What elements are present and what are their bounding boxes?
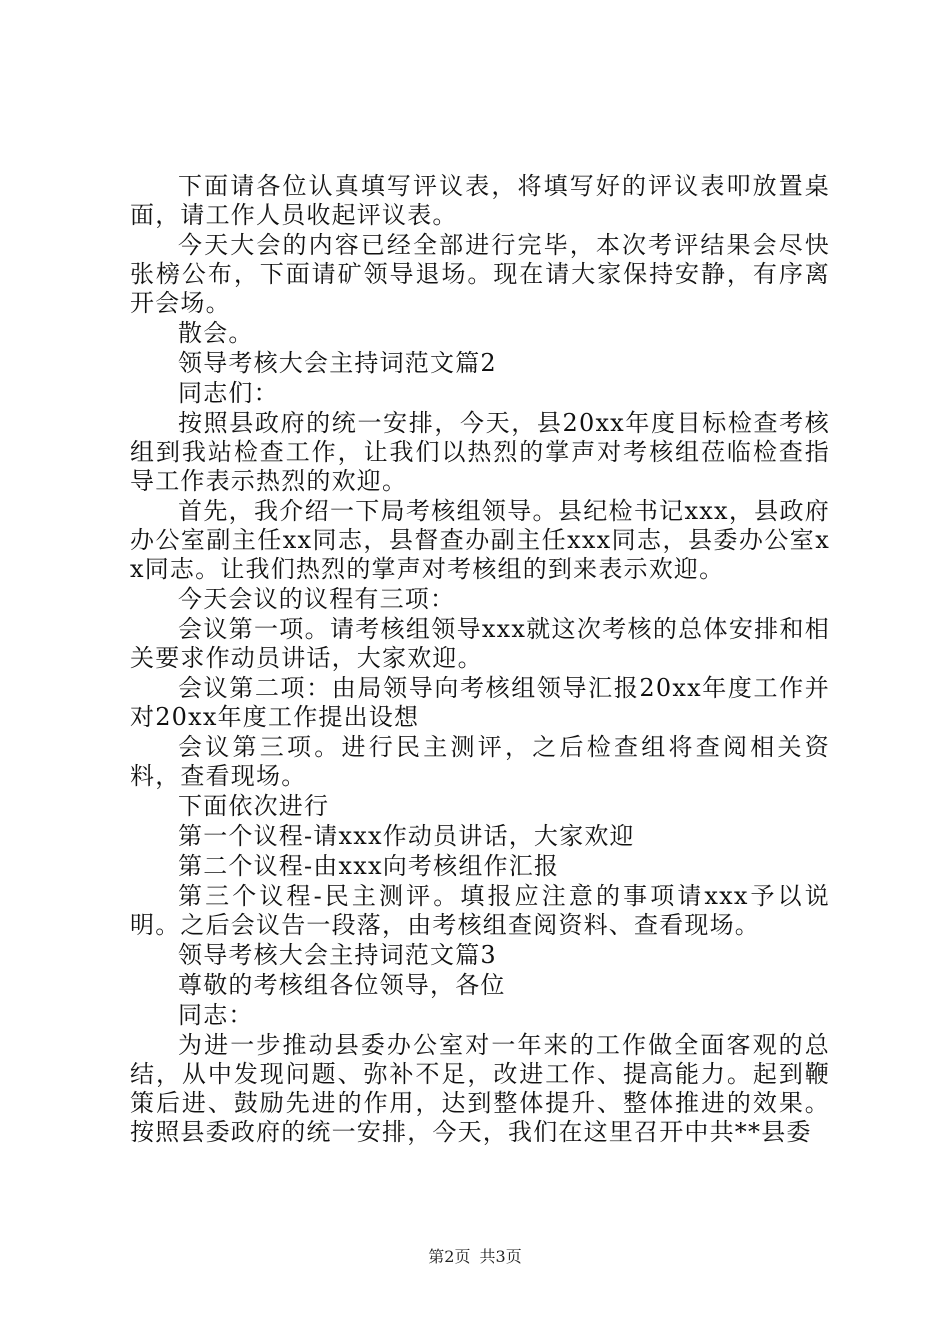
paragraph: 会议第三项。进行民主测评，之后检查组将查阅相关资料，查看现场。	[130, 733, 830, 790]
paragraph: 散会。	[178, 319, 254, 347]
paragraph: 首先，我介绍一下局考核组领导。县纪检书记xxx，县政府办公室副主任xx同志，县督查办副主任xxx同志，县委办公室xx同志。让我们热烈的掌声对考核组的到来表示欢迎。	[130, 497, 830, 583]
salutation: 同志：	[178, 1001, 254, 1029]
salutation: 同志们：	[178, 379, 279, 407]
agenda-item: 第二个议程-由xxx向考核组作汇报	[178, 852, 560, 880]
page-number: 第2页	[428, 1247, 471, 1266]
agenda-item: 第三个议程-民主测评。填报应注意的事项请xxx予以说明。之后会议告一段落，由考核组查阅资料、查看现场。	[130, 882, 830, 939]
paragraph: 下面请各位认真填写评议表，将填写好的评议表叩放置桌面，请工作人员收起评议表。	[130, 172, 830, 229]
page-total: 共3页	[479, 1247, 522, 1266]
paragraph: 今天会议的议程有三项：	[178, 585, 456, 613]
paragraph: 为进一步推动县委办公室对一年来的工作做全面客观的总结，从中发现问题、弥补不足，改进工作、提高能力。起到鞭策后进、鼓励先进的作用，达到整体提升、整体推进的效果。按照县委政府的统一安排，今天，我们在这里召开中共**县委	[130, 1031, 830, 1146]
section-heading: 领导考核大会主持词范文篇3	[178, 941, 497, 969]
salutation: 尊敬的考核组各位领导，各位	[178, 971, 506, 999]
section-heading: 领导考核大会主持词范文篇2	[178, 349, 497, 377]
paragraph: 下面依次进行	[178, 792, 330, 820]
paragraph: 会议第一项。请考核组领导xxx就这次考核的总体安排和相关要求作动员讲话，大家欢迎。	[130, 615, 830, 672]
page-footer	[0, 1244, 950, 1267]
paragraph: 会议第二项：由局领导向考核组领导汇报20xx年度工作并对20xx年度工作提出设想	[130, 674, 830, 731]
document-body	[130, 172, 830, 1148]
paragraph: 今天大会的内容已经全部进行完毕，本次考评结果会尽快张榜公布，下面请矿领导退场。现在请大家保持安静，有序离开会场。	[130, 231, 830, 317]
agenda-item: 第一个议程-请xxx作动员讲话，大家欢迎	[178, 822, 635, 850]
paragraph: 按照县政府的统一安排，今天，县20xx年度目标检查考核组到我站检查工作，让我们以热烈的掌声对考核组莅临检查指导工作表示热烈的欢迎。	[130, 409, 830, 495]
